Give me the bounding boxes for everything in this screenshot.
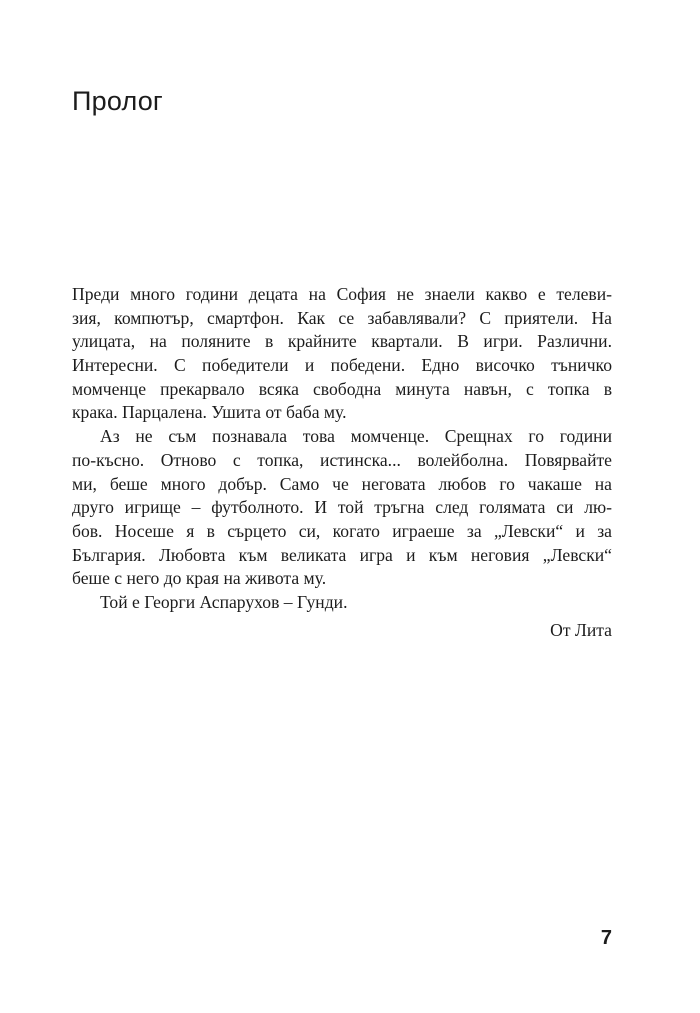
text-line: Аз не съм познавала това момченце. Срещнах го години xyxy=(100,426,612,447)
text-line: по-късно. Отново с топка, истинска... волейболна. Повярвайте xyxy=(72,449,612,470)
page-number: 7 xyxy=(600,927,612,949)
text-line: беше с него до края на живота му. xyxy=(72,568,327,589)
text-line: ми, беше много добър. Само че неговата любов го чакаше на xyxy=(72,473,612,494)
text-line: друго игрище – футболното. И той тръгна след голямата си лю- xyxy=(72,497,612,518)
text-line: крака. Парцалена. Ушита от баба му. xyxy=(72,402,347,423)
text-line: улицата, на поляните в крайните квартали. В игри. Различни. xyxy=(72,331,612,352)
text-line: Той е Георги Аспарухов – Гунди. xyxy=(100,591,348,612)
prologue-text xyxy=(72,283,612,642)
text-line: България. Любовта към великата игра и към неговия „Левски“ xyxy=(72,544,612,565)
text-line: зия, компютър, смартфон. Как се забавлявали? С приятели. На xyxy=(72,307,612,328)
text-line: момченце прекарвало всяка свободна минута навън, с топка в xyxy=(72,378,612,399)
chapter-title: Пролог xyxy=(72,86,163,116)
text-line: бов. Носеше я в сърцето си, когато играеше за „Левски“ и за xyxy=(72,520,612,541)
text-line: Преди много години децата на София не знаели какво е телеви- xyxy=(72,284,612,304)
author-signature: От Лита xyxy=(550,619,612,640)
text-line: Интересни. С победители и победени. Едно височко тъничко xyxy=(72,355,612,376)
